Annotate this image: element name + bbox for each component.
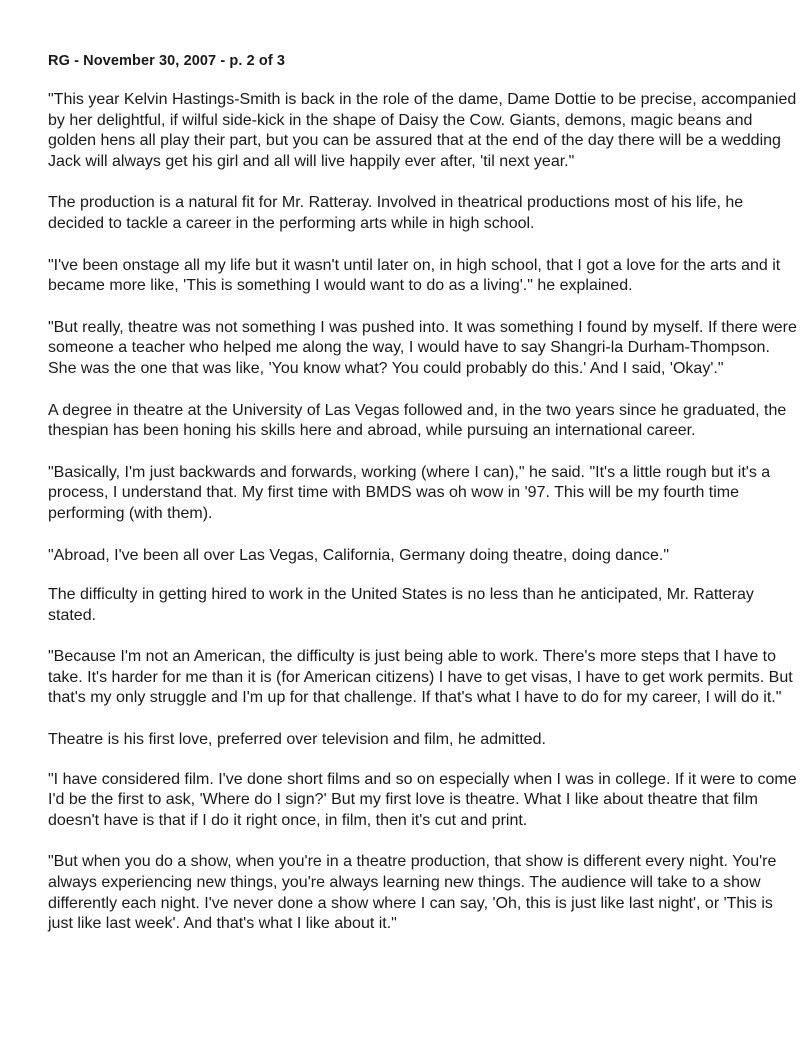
paragraph-2: The production is a natural fit for Mr. Ratteray. Involved in theatrical productions most of his life, he decided to tackle a career in the performing arts while in high school. [48,194,744,232]
paragraph-11: "I have considered film. I've done short films and so on especially when I was in college. If it were to come I'd be the first to ask, 'Where do I sign?' But my first love is theatre. What I like about theatre that film doesn't have is that if I do it right once, in film, then it's cut and print. [48,770,797,829]
paragraph-8: The difficulty in getting hired to work in the United States is no less than he anticipated, Mr. Ratteray stated. [48,586,754,624]
paragraph-6: "Basically, I'm just backwards and forwards, working (where I can)," he said. "It's a little rough but it's a process, I understand that. My first time with BMDS was oh wow in '97. This will be my fourth time performing (with them). [48,463,771,522]
paragraph-5: A degree in theatre at the University of Las Vegas followed and, in the two years since he graduated, the thespian has been honing his skills here and abroad, while pursuing an international career. [48,401,787,440]
paragraph-9: "Because I'm not an American, the difficulty is just being able to work. There's more steps that I have to take. It's harder for me than it is (for American citizens) I have to get visas, I have to get work permits. But that's my only struggle and I'm up for that challenge. If that's what I have to do for my career, I will do it." [48,648,793,707]
paragraph-1: "This year Kelvin Hastings-Smith is back in the role of the dame, Dame Dottie to be precise, accompanied by her delightful, if wilful side-kick in the shape of Daisy the Cow. Giants, demons, magic beans and golden hens all play their part, but you can be assured that at the end of the day there will be a wedding Jack will always get his girl and all will live happily ever after, 'til next year." [48,91,797,170]
article-body [48,90,798,956]
paragraph-7: "Abroad, I've been all over Las Vegas, California, Germany doing theatre, doing dance." [48,546,670,564]
paragraph-12: "But when you do a show, when you're in a theatre production, that show is different every night. You're always experiencing new things, you're always learning new things. The audience will take to a show differently each night. I've never done a show where I can say, 'Oh, this is just like last night', or 'This is just like last week'. And that's what I like about it." [48,853,777,933]
page-header: RG - November 30, 2007 - p. 2 of 3 [48,53,286,69]
paragraph-3: "I've been onstage all my life but it wasn't until later on, in high school, that I got a love for the arts and it became more like, 'This is something I would want to do as a living'." he explained. [48,256,781,295]
paragraph-4: "But really, theatre was not something I was pushed into. It was something I found by myself. If there were someone a teacher who helped me along the way, I would have to say Shangri-la Durham-Thompson. She was the one that was like, 'You know what? You could probably do this.' And I said, 'Okay'." [48,318,797,377]
paragraph-10: Theatre is his first love, preferred over television and film, he admitted. [48,731,546,749]
